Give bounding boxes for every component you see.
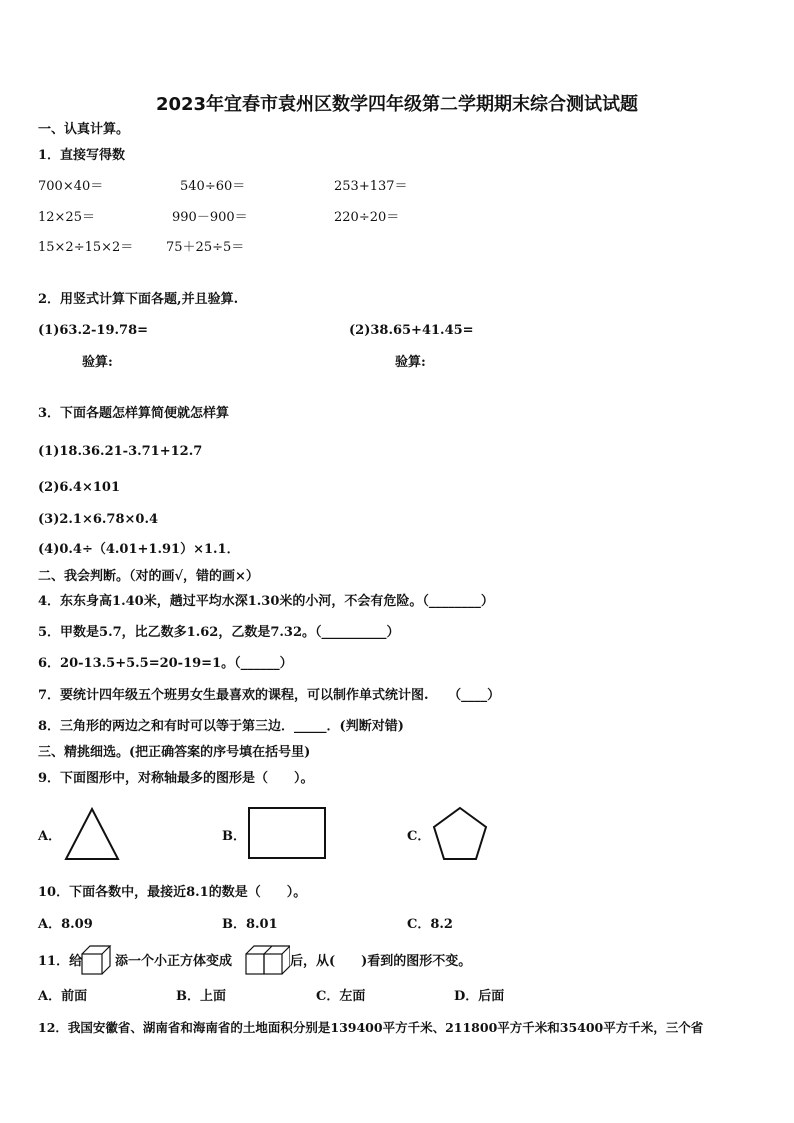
q2-label: 2．用竖式计算下面各题,并且验算. — [38, 292, 239, 307]
q1-item: 700×40＝ — [38, 179, 104, 194]
q8-text: 8．三角形的两边之和有时可以等于第三边．_____．(判断对错) — [38, 719, 404, 734]
q1-item: 220÷20＝ — [334, 210, 400, 225]
q3-label: 3．下面各题怎样算简便就怎样算 — [38, 406, 230, 421]
q12-text: 12．我国安徽省、湖南省和海南省的土地面积分别是139400平方千米、211800平方千米和35400平方千米，三个省 — [38, 1020, 704, 1035]
q10-option-a: A．8.09 — [38, 917, 93, 932]
q11-option-c: C．左面 — [316, 989, 366, 1004]
q9-stem: 9．下面图形中，对称轴最多的图形是（ ）。 — [38, 771, 314, 786]
q11-option-a: A．前面 — [38, 989, 88, 1004]
q6-text: 6．20-13.5+5.5=20-19=1。（______） — [38, 656, 293, 671]
q1-item: 75＋25÷5＝ — [166, 240, 245, 255]
page-title: 2023年宜春市袁州区数学四年级第二学期期末综合测试试题 — [155, 94, 639, 115]
rectangle-icon — [246, 806, 328, 862]
q1-item: 12×25＝ — [38, 210, 95, 225]
q9-option-a-label: A． — [38, 829, 62, 844]
q4-text: 4．东东身高1.40米，趟过平均水深1.30米的小河，不会有危险。（________） — [38, 594, 494, 609]
section-2-heading: 二、我会判断。（对的画√，错的画×） — [38, 569, 259, 584]
q11-text-part2: 添一个小正方体变成 — [115, 954, 233, 969]
q9-option-c-label: C． — [407, 829, 431, 844]
pentagon-icon — [430, 805, 490, 863]
q2-check-b: 验算: — [395, 355, 426, 370]
q2-part-a: (1)63.2-19.78= — [38, 323, 149, 338]
q3-item: (2)6.4×101 — [38, 480, 120, 495]
q1-label: 1．直接写得数 — [38, 148, 126, 163]
section-3-heading: 三、精挑细选。(把正确答案的序号填在括号里) — [38, 745, 311, 760]
section-1-heading: 一、认真计算。 — [38, 122, 130, 137]
cube-icon — [80, 944, 112, 976]
q1-item: 540÷60＝ — [180, 179, 246, 194]
q11-text-part1: 11．给 — [38, 954, 83, 969]
q3-item: (1)18.36.21-3.71+12.7 — [38, 444, 203, 459]
q10-option-c: C．8.2 — [407, 917, 453, 932]
q3-item: (4)0.4÷（4.01+1.91）×1.1． — [38, 542, 240, 557]
two-cubes-icon — [244, 944, 290, 976]
q11-option-b: B．上面 — [176, 989, 226, 1004]
q9-option-b-label: B． — [222, 829, 246, 844]
q11-text-part3: 后，从( )看到的图形不变。 — [290, 954, 472, 969]
q11-option-d: D．后面 — [454, 989, 505, 1004]
q10-stem: 10．下面各数中，最接近8.1的数是（ ）。 — [38, 885, 307, 900]
q2-part-b: (2)38.65+41.45= — [349, 323, 474, 338]
q1-item: 253+137＝ — [334, 179, 408, 194]
q1-item: 15×2÷15×2＝ — [38, 240, 134, 255]
q10-option-b: B．8.01 — [222, 917, 278, 932]
q1-item: 990－900＝ — [172, 210, 248, 225]
q2-check-a: 验算: — [82, 355, 113, 370]
triangle-icon — [62, 806, 122, 862]
q7-text: 7．要统计四年级五个班男女生最喜欢的课程，可以制作单式统计图. （____） — [38, 688, 501, 703]
q3-item: (3)2.1×6.78×0.4 — [38, 512, 159, 527]
q5-text: 5．甲数是5.7，比乙数多1.62，乙数是7.32。（__________） — [38, 625, 400, 640]
